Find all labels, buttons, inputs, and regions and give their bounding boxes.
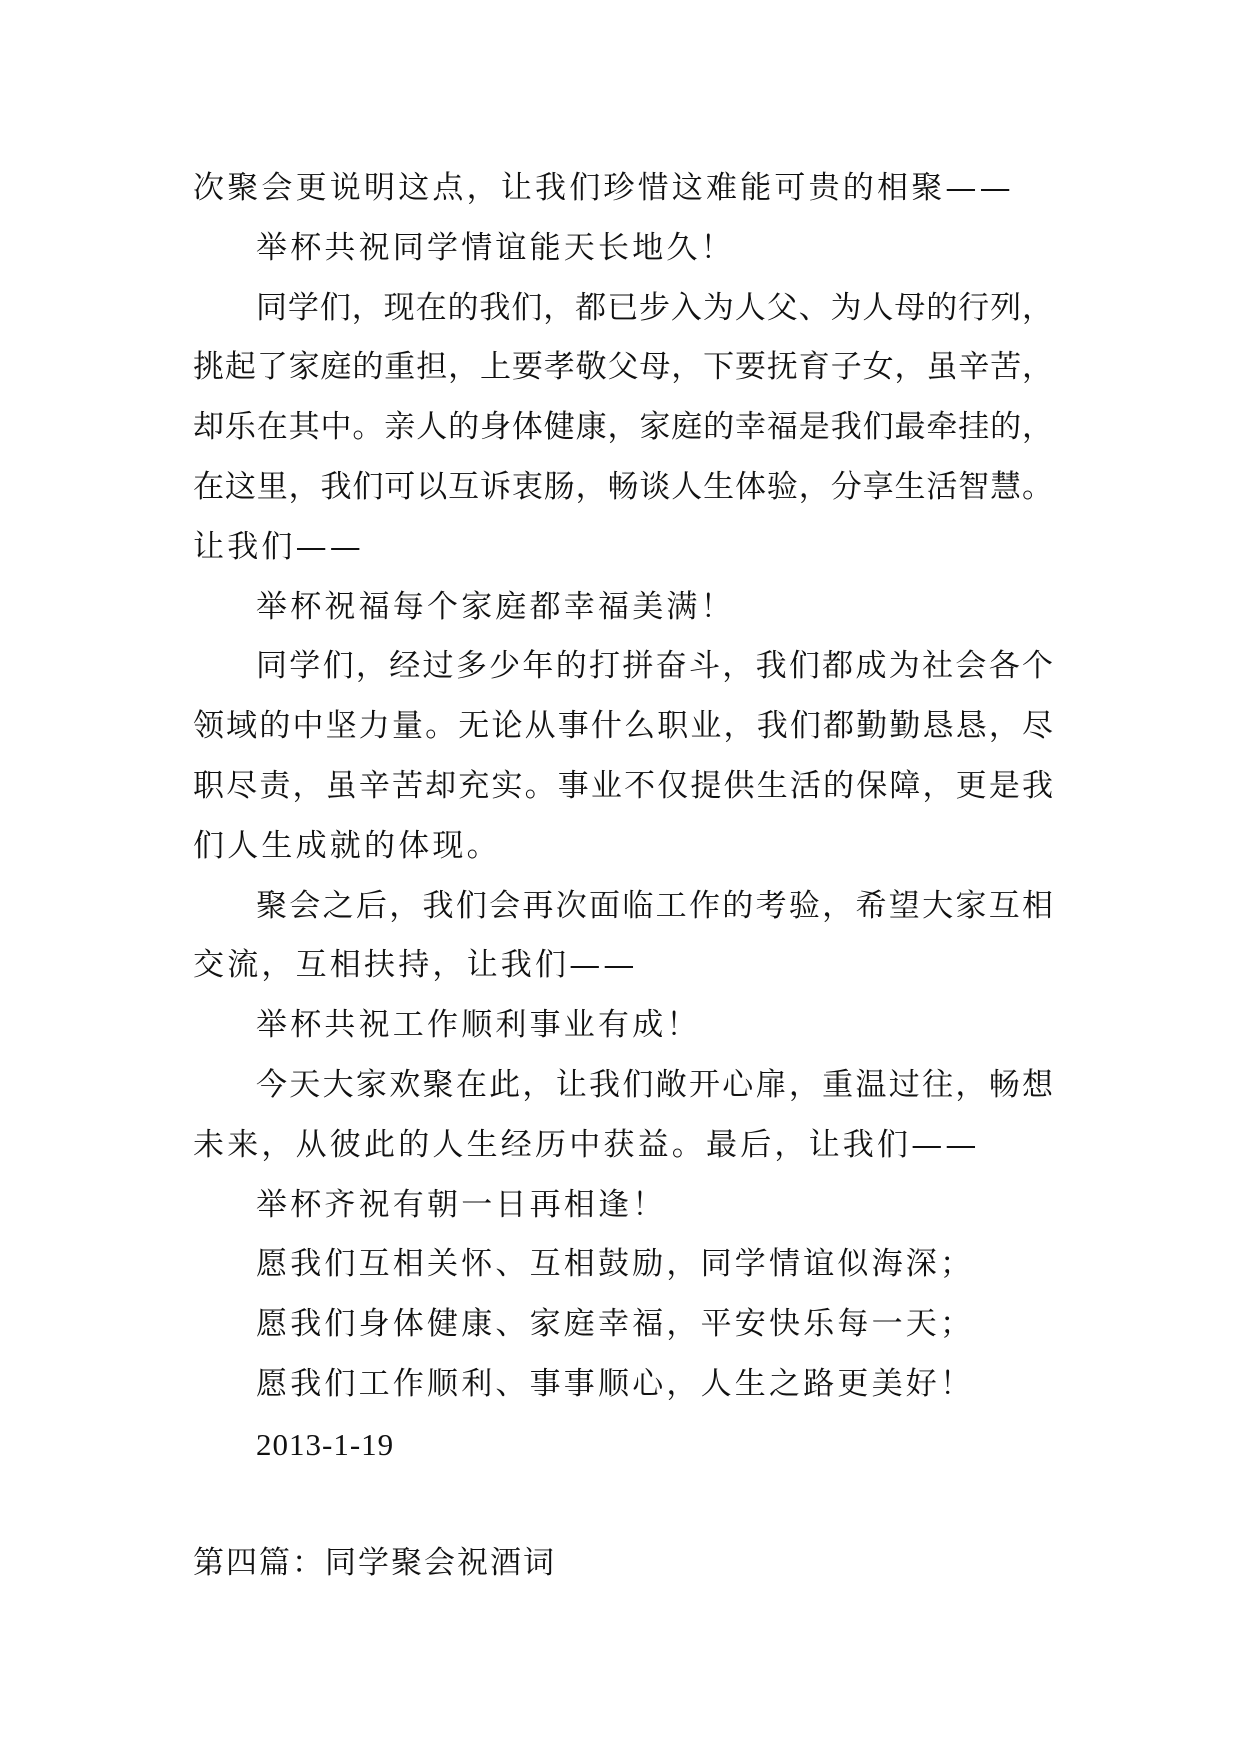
paragraph-line: 职尽责，虽辛苦却充实。事业不仅提供生活的保障，更是我: [193, 767, 1053, 804]
document-body: [193, 159, 1053, 1594]
paragraph-line: 们人生成就的体现。: [193, 827, 501, 864]
wish-line: 愿我们身体健康、家庭幸福，平安快乐每一天；: [256, 1306, 975, 1343]
document-date: 2013-1-19: [256, 1426, 395, 1462]
toast-line: 举杯祝福每个家庭都幸福美满！: [256, 588, 735, 625]
paragraph-line: 却乐在其中。亲人的身体健康，家庭的幸福是我们最牵挂的，: [193, 409, 1053, 446]
toast-line: 举杯共祝工作顺利事业有成！: [256, 1007, 701, 1044]
section-heading: 第四篇：同学聚会祝酒词: [193, 1545, 556, 1582]
paragraph-line: 让我们——: [193, 528, 364, 565]
paragraph-line: 同学们，现在的我们，都已步入为人父、为人母的行列，: [256, 289, 1053, 326]
toast-line: 举杯共祝同学情谊能天长地久！: [256, 229, 735, 266]
paragraph-line: 今天大家欢聚在此，让我们敞开心扉，重温过往，畅想: [256, 1066, 1053, 1103]
paragraph-line: 聚会之后，我们会再次面临工作的考验，希望大家互相: [256, 887, 1053, 924]
blank-line: [193, 1475, 1053, 1535]
paragraph-line: 交流，互相扶持，让我们——: [193, 947, 638, 984]
wish-line: 愿我们互相关怀、互相鼓励，同学情谊似海深；: [256, 1246, 975, 1283]
paragraph-line: 挑起了家庭的重担，上要孝敬父母，下要抚育子女，虽辛苦，: [193, 349, 1053, 386]
paragraph-line: 未来，从彼此的人生经历中获益。最后，让我们——: [193, 1126, 980, 1163]
toast-line: 举杯齐祝有朝一日再相逢！: [256, 1186, 667, 1223]
paragraph-line: 领域的中坚力量。无论从事什么职业，我们都勤勤恳恳，尽: [193, 708, 1053, 745]
wish-line: 愿我们工作顺利、事事顺心，人生之路更美好！: [256, 1365, 975, 1402]
paragraph-line: 同学们，经过多少年的打拼奋斗，我们都成为社会各个: [256, 648, 1053, 685]
paragraph-line: 次聚会更说明这点，让我们珍惜这难能可贵的相聚——: [193, 170, 1014, 206]
paragraph-line: 在这里，我们可以互诉衷肠，畅谈人生体验，分享生活智慧。: [193, 468, 1053, 505]
